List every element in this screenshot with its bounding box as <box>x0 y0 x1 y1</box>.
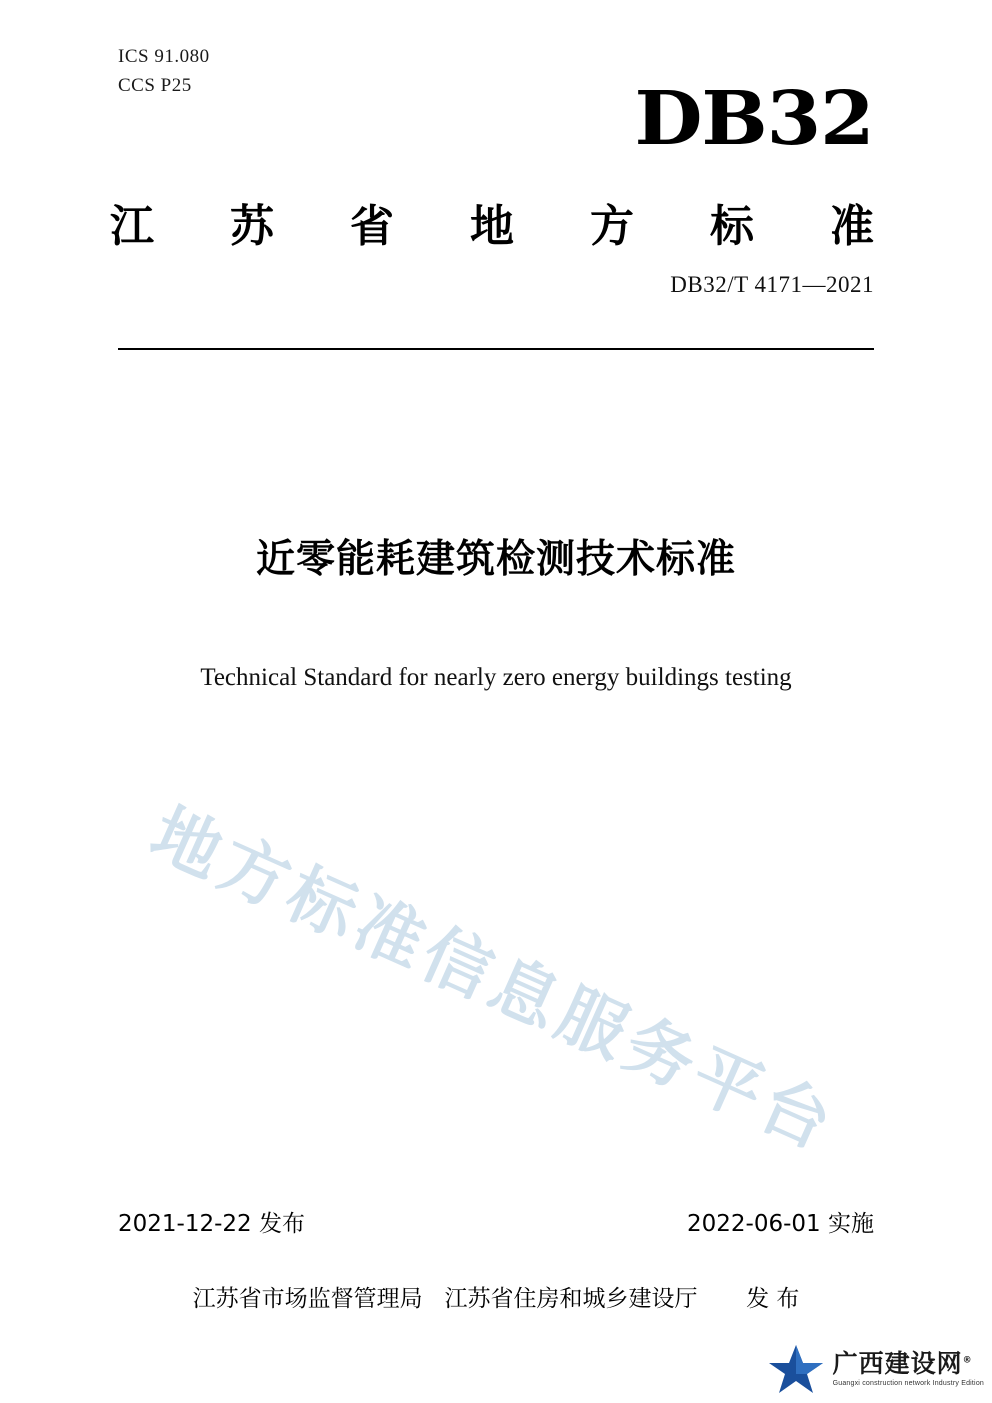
page-title: 近零能耗建筑检测技术标准 <box>255 537 736 582</box>
site-logo-subtitle: Guangxi construction network Industry Edition <box>832 1380 984 1388</box>
standard-mark: DB32 <box>634 76 874 162</box>
publisher-org-2: 江苏省住房和城乡建设厅 <box>444 1286 698 1312</box>
publisher-action: 发 布 <box>746 1286 800 1312</box>
watermark-text: 地方标准信息服务平台 <box>139 793 848 1168</box>
province-char-4: 方 <box>590 201 634 252</box>
trademark-symbol: ® <box>962 1355 973 1366</box>
site-logo-title-cn: 广西建设网 <box>832 1348 963 1378</box>
header-divider <box>118 348 874 350</box>
site-logo[interactable] <box>767 1343 984 1395</box>
issue-date: 2021-12-22 发布 <box>118 1211 305 1237</box>
classification-codes <box>118 42 210 101</box>
province-char-2: 省 <box>350 201 394 252</box>
publisher-line <box>0 1280 992 1313</box>
site-logo-title <box>833 1350 984 1379</box>
site-logo-text <box>833 1350 984 1389</box>
province-char-0: 江 <box>110 201 154 252</box>
date-row <box>118 1205 874 1238</box>
star-icon <box>767 1343 825 1395</box>
page-subtitle-english: Technical Standard for nearly zero energy buildings testing <box>200 664 792 691</box>
implementation-date: 2022-06-01 实施 <box>687 1211 874 1237</box>
ccs-code: CCS P25 <box>118 75 192 97</box>
province-char-6: 准 <box>830 201 874 252</box>
ics-code: ICS 91.080 <box>118 46 210 67</box>
province-char-5: 标 <box>710 201 754 252</box>
standard-number: DB32/T 4171—2021 <box>670 272 874 297</box>
province-char-1: 苏 <box>230 201 274 252</box>
province-char-3: 地 <box>470 201 514 252</box>
publisher-org-1: 江苏省市场监督管理局 <box>192 1286 423 1312</box>
province-standard-title <box>110 190 874 254</box>
